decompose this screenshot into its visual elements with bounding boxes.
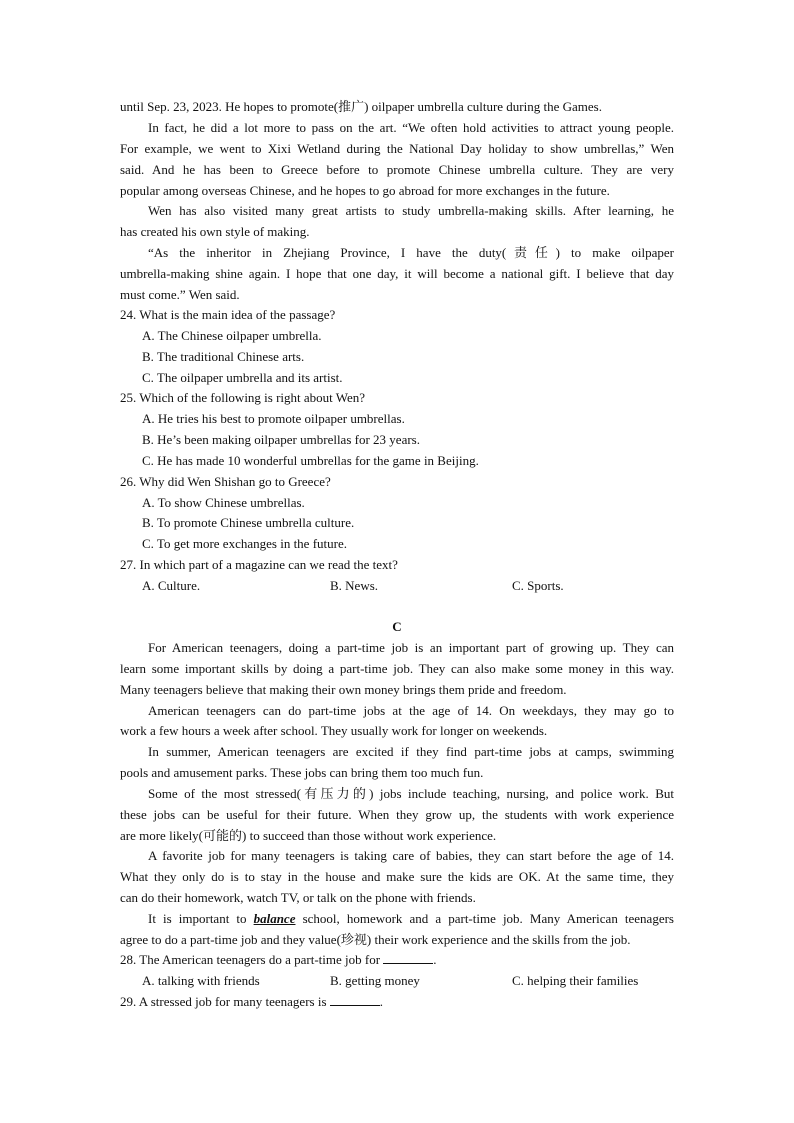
passage-line: these jobs can be useful for their future. When they grow up, the students with work experience: [120, 807, 674, 822]
passage-line: are more likely(可能的) to succeed than those without work experience.: [120, 828, 497, 843]
option-26-c[interactable]: C. To get more exchanges in the future.: [142, 536, 347, 551]
question-end-29: .: [379, 994, 384, 1009]
question-stem-26: 26. Why did Wen Shishan go to Greece?: [120, 474, 331, 489]
options-row-28: [142, 973, 674, 989]
passage-line: said. And he has been to Greece before to promote Chinese umbrella culture. They are very: [120, 162, 674, 177]
answer-blank-29[interactable]: [330, 994, 380, 1006]
passage-line: until Sep. 23, 2023. He hopes to promote(推广) oilpaper umbrella culture during the Games.: [120, 99, 602, 114]
option-28-b[interactable]: B. getting money: [330, 973, 420, 988]
question-28: [120, 952, 674, 968]
option-26-a[interactable]: A. To show Chinese umbrellas.: [142, 495, 305, 510]
option-25-c[interactable]: C. He has made 10 wonderful umbrellas for the game in Beijing.: [142, 453, 479, 468]
option-24-b[interactable]: B. The traditional Chinese arts.: [142, 349, 305, 364]
option-28-c[interactable]: C. helping their families: [512, 973, 639, 988]
question-stem-24: 24. What is the main idea of the passage?: [120, 307, 336, 322]
option-28-a[interactable]: A. talking with friends: [142, 973, 260, 988]
passage-line: umbrella-making shine again. I hope that one day, it will become a national gift. I believe that day: [120, 266, 674, 281]
options-row-27: [142, 578, 674, 594]
question-stem-29: 29. A stressed job for many teenagers is: [120, 994, 327, 1009]
passage-line: A favorite job for many teenagers is taking care of babies, they can start before the age of 14.: [148, 848, 674, 863]
passage-line: American teenagers can do part-time jobs at the age of 14. On weekdays, they may go to: [148, 703, 674, 718]
option-26-b[interactable]: B. To promote Chinese umbrella culture.: [142, 515, 355, 530]
question-stem-27: 27. In which part of a magazine can we read the text?: [120, 557, 398, 572]
keyword-balance: balance: [253, 911, 296, 926]
option-27-c[interactable]: C. Sports.: [512, 578, 564, 593]
question-end-28: .: [433, 952, 437, 967]
question-stem-25: 25. Which of the following is right about Wen?: [120, 390, 366, 405]
passage-line: “As the inheritor in Zhejiang Province, I have the duty(责任) to make oilpaper: [148, 245, 674, 260]
passage-line: Some of the most stressed(有压力的) jobs include teaching, nursing, and police work. But: [148, 786, 674, 801]
passage-line: can do their homework, watch TV, or talk on the phone with friends.: [120, 890, 476, 905]
passage-line: Wen has also visited many great artists to study umbrella-making skills. After learning, he: [148, 203, 674, 218]
passage-line: For example, we went to Xixi Wetland during the National Day holiday to show umbrellas,” Wen: [120, 141, 674, 156]
passage-line: must come.” Wen said.: [120, 287, 240, 302]
option-27-a[interactable]: A. Culture.: [142, 578, 201, 593]
passage-line: work a few hours a week after school. They usually work for longer on weekends.: [120, 723, 548, 738]
option-27-b[interactable]: B. News.: [330, 578, 379, 593]
passage-line: For American teenagers, doing a part-time job is an important part of growing up. They can: [148, 640, 674, 655]
passage-line: pools and amusement parks. These jobs can bring them too much fun.: [120, 765, 484, 780]
passage-line: popular among overseas Chinese, and he hopes to go abroad for more exchanges in the future.: [120, 183, 610, 198]
option-25-b[interactable]: B. He’s been making oilpaper umbrellas for 23 years.: [142, 432, 420, 447]
passage-text: school, homework and a part-time job. Many American teenagers: [295, 911, 674, 926]
option-24-c[interactable]: C. The oilpaper umbrella and its artist.: [142, 370, 343, 385]
passage-line: Many teenagers believe that making their own money brings them pride and freedom.: [120, 682, 567, 697]
section-heading: C: [392, 619, 402, 634]
question-stem-28: 28. The American teenagers do a part-time job for: [120, 952, 381, 967]
option-25-a[interactable]: A. He tries his best to promote oilpaper umbrellas.: [142, 411, 405, 426]
passage-text: It is important to: [148, 911, 254, 926]
passage-line: What they only do is to stay in the house and make sure the kids are OK. At the same time, they: [120, 869, 674, 884]
passage-line: [120, 911, 674, 927]
passage-line: has created his own style of making.: [120, 224, 310, 239]
passage-line: agree to do a part-time job and they value(珍视) their work experience and the skills from the job.: [120, 932, 631, 947]
answer-blank-28[interactable]: [383, 952, 433, 964]
question-29: [120, 994, 674, 1010]
passage-line: In fact, he did a lot more to pass on the art. “We often hold activities to attract young people.: [148, 120, 674, 135]
passage-line: learn some important skills by doing a part-time job. They can also make some money in this way.: [120, 661, 674, 676]
option-24-a[interactable]: A. The Chinese oilpaper umbrella.: [142, 328, 322, 343]
passage-line: In summer, American teenagers are excited if they find part-time jobs at camps, swimming: [148, 744, 674, 759]
